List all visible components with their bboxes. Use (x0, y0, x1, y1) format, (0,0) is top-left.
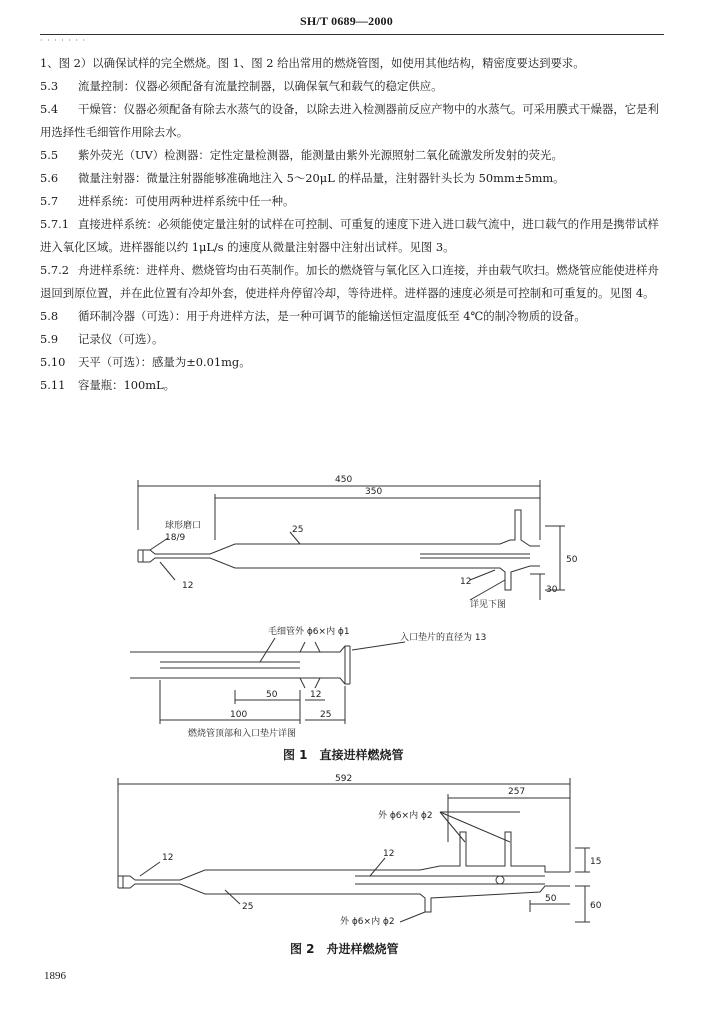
figure-1-caption: 图 1 直接进样燃烧管 (283, 748, 404, 762)
fig1-detail-12: 12 (310, 690, 322, 700)
fig2-dim-50: 50 (545, 894, 557, 904)
fig2-dim-257: 257 (508, 787, 526, 797)
fig2-dim-15: 15 (590, 857, 602, 867)
header-standard: SH/T 0689—2000 (300, 14, 393, 28)
fig2-label-top-port: 外 ϕ6×内 ϕ2 (378, 811, 433, 821)
figure-2-caption: 图 2 舟进样燃烧管 (290, 942, 399, 956)
paragraph-5-5: 5.5 紫外荧光（UV）检测器：定性定量检测器，能测量由紫外光源照射二氧化硫激发所发射的荧光。 (40, 148, 563, 162)
fig2-dim-12-left: 12 (162, 853, 174, 863)
fig1-dim-50: 50 (566, 555, 578, 565)
fig2-label-bottom-port: 外 ϕ6×内 ϕ2 (340, 917, 395, 927)
paragraph-continuation: 1、图 2）以确保试样的完全燃烧。图 1、图 2 给出常用的燃烧管图，如使用其他结构，精密度要达到要求。 (40, 56, 585, 70)
fig1-detail-50: 50 (266, 690, 278, 700)
header-rule (40, 34, 664, 35)
body-text (40, 52, 666, 397)
fig2-dim-12-inner: 12 (383, 849, 395, 859)
fig1-detail-capillary: 毛细管外 ϕ6×内 ϕ1 (268, 627, 350, 637)
fig1-see-below: 详见下图 (470, 600, 507, 610)
fig1-detail-25: 25 (320, 710, 332, 720)
fig1-label-joint-size: 18/9 (165, 533, 186, 543)
fig2-dim-60: 60 (590, 901, 602, 911)
header-dots: · · · · · · · (40, 36, 87, 45)
paragraph-5-11: 5.11 容量瓶：100mL。 (40, 378, 176, 392)
fig1-dim-25: 25 (292, 525, 304, 535)
fig1-dim-30: 30 (546, 585, 558, 595)
paragraph-5-10: 5.10 天平（可选）：感量为±0.01mg。 (40, 355, 251, 369)
fig1-detail-100: 100 (230, 710, 248, 720)
fig1-detail-septum: 入口垫片的直径为 13 (400, 633, 487, 643)
fig1-dim-350: 350 (365, 487, 383, 497)
paragraph-5-9: 5.9 记录仪（可选）。 (40, 332, 164, 346)
paragraph-5-7-1: 5.7.1 直接进样系统：必须能使定量注射的试样在可控制、可重复的速度下进入进口载气流中，进口载气的作用是携带试样进入氧化区域。进样器能以约 1μL/s 的速度从微量注射器中注射出试样。见图 3。 (40, 217, 659, 254)
page-number: 1896 (44, 970, 66, 982)
fig1-dim-450: 450 (335, 475, 353, 485)
paragraph-5-3: 5.3 流量控制：仪器必须配备有流量控制器，以确保氧气和载气的稳定供应。 (40, 79, 443, 93)
paragraph-5-7: 5.7 进样系统：可使用两种进样系统中任一种。 (40, 194, 295, 208)
fig2-dim-592: 592 (335, 774, 353, 784)
fig1-dim-12-right: 12 (460, 577, 472, 587)
figure-1-drawing (0, 470, 702, 750)
fig1-detail-title: 燃烧管顶部和入口垫片详图 (188, 729, 297, 739)
paragraph-5-7-2: 5.7.2 舟进样系统：进样舟、燃烧管均由石英制作。加长的燃烧管与氧化区入口连接，并由载气吹扫。燃烧管应能使进样舟退回到原位置，并在此位置有冷却外套，使进样舟停留冷却，等待进样。进样器的速度必须是可控制和可重复的。见图 4。 (40, 263, 659, 300)
paragraph-5-6: 5.6 微量注射器：微量注射器能够准确地注入 5～20μL 的样品量，注射器针头长为 50mm±5mm。 (40, 171, 565, 185)
figure-2-drawing (0, 772, 702, 937)
paragraph-5-8: 5.8 循环制冷器（可选）：用于舟进样方法，是一种可调节的能输送恒定温度低至 4℃的制冷物质的设备。 (40, 309, 586, 323)
fig2-dim-25: 25 (242, 902, 254, 912)
fig1-label-joint: 球形磨口 (165, 521, 202, 531)
fig1-dim-12-left: 12 (182, 581, 194, 591)
paragraph-5-4: 5.4 干燥管：仪器必须配备有除去水蒸气的设备，以除去进入检测器前反应产物中的水蒸气。可采用膜式干燥器，它是利用选择性毛细管作用除去水。 (40, 102, 659, 139)
